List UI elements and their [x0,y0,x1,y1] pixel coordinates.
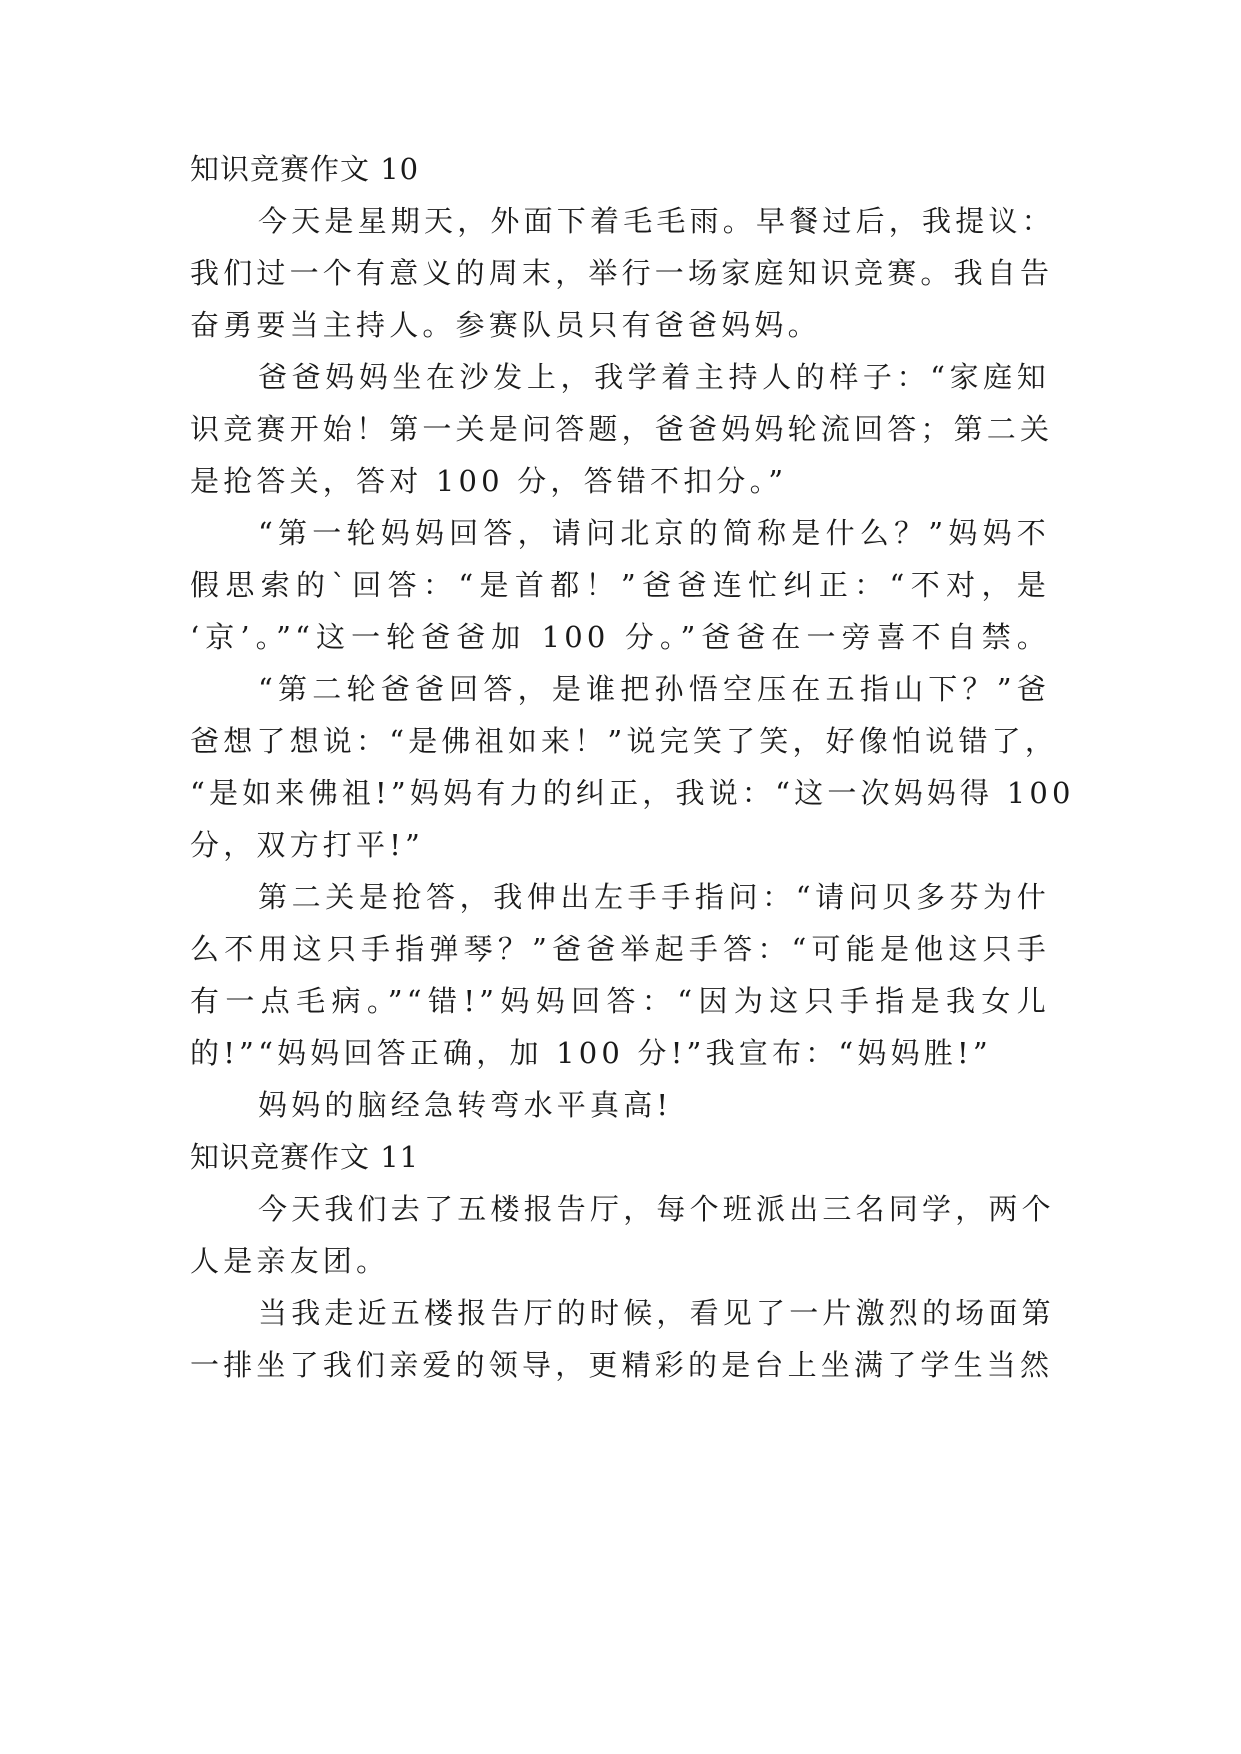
paragraph-line: 人是亲友团。 [190,1244,390,1278]
paragraph-line: 奋勇要当主持人。参赛队员只有爸爸妈妈。 [190,308,821,342]
paragraph-line: 今天我们去了五楼报告厅，每个班派出三名同学，两个 [258,1192,1055,1226]
paragraph-line: 今天是星期天，外面下着毛毛雨。早餐过后，我提议： [258,204,1055,238]
paragraph-line: 识竞赛开始！第一关是问答题，爸爸妈妈轮流回答；第二关 [190,412,1054,446]
paragraph-line: 是抢答关，答对 100 分，答错不扣分。” [190,464,788,498]
paragraph-line: 么不用这只手指弹琴？”爸爸举起手答：“可能是他这只手 [190,932,1050,966]
paragraph-line: “第二轮爸爸回答，是谁把孙悟空压在五指山下？”爸 [258,672,1050,706]
essay-title-10: 知识竞赛作文 10 [190,152,420,186]
paragraph-line: 我们过一个有意义的周末，举行一场家庭知识竞赛。我自告 [190,256,1054,290]
paragraph-line: 一排坐了我们亲爱的领导，更精彩的是台上坐满了学生当然 [190,1348,1054,1382]
paragraph-line: 妈妈的脑经急转弯水平真高! [258,1088,673,1122]
paragraph-line: 第二关是抢答，我伸出左手手指问：“请问贝多芬为什 [258,880,1050,914]
paragraph-line: 分，双方打平!” [190,828,425,862]
paragraph-line: 假思索的`回答：“是首都！”爸爸连忙纠正：“不对，是 [190,568,1050,602]
paragraph-line: “是如来佛祖!”妈妈有力的纠正，我说：“这一次妈妈得 100 [190,776,1075,810]
paragraph-line: 爸想了想说：“是佛祖如来！”说完笑了笑，好像怕说错了， [190,724,1059,758]
paragraph-line: 爸爸妈妈坐在沙发上，我学着主持人的样子：“家庭知 [258,360,1050,394]
paragraph-line: 有一点毛病。”“错!”妈妈回答：“因为这只手指是我女儿 [190,984,1050,1018]
paragraph-line: 当我走近五楼报告厅的时候，看见了一片激烈的场面第 [258,1296,1055,1330]
paragraph-line: 的!”“妈妈回答正确，加 100 分!”我宣布：“妈妈胜!” [190,1036,992,1070]
essay-title-11: 知识竞赛作文 11 [190,1140,420,1174]
paragraph-line: “第一轮妈妈回答，请问北京的简称是什么？”妈妈不 [258,516,1050,550]
paragraph-line: ‘京’。”“这一轮爸爸加 100 分。”爸爸在一旁喜不自禁。 [190,620,1050,654]
